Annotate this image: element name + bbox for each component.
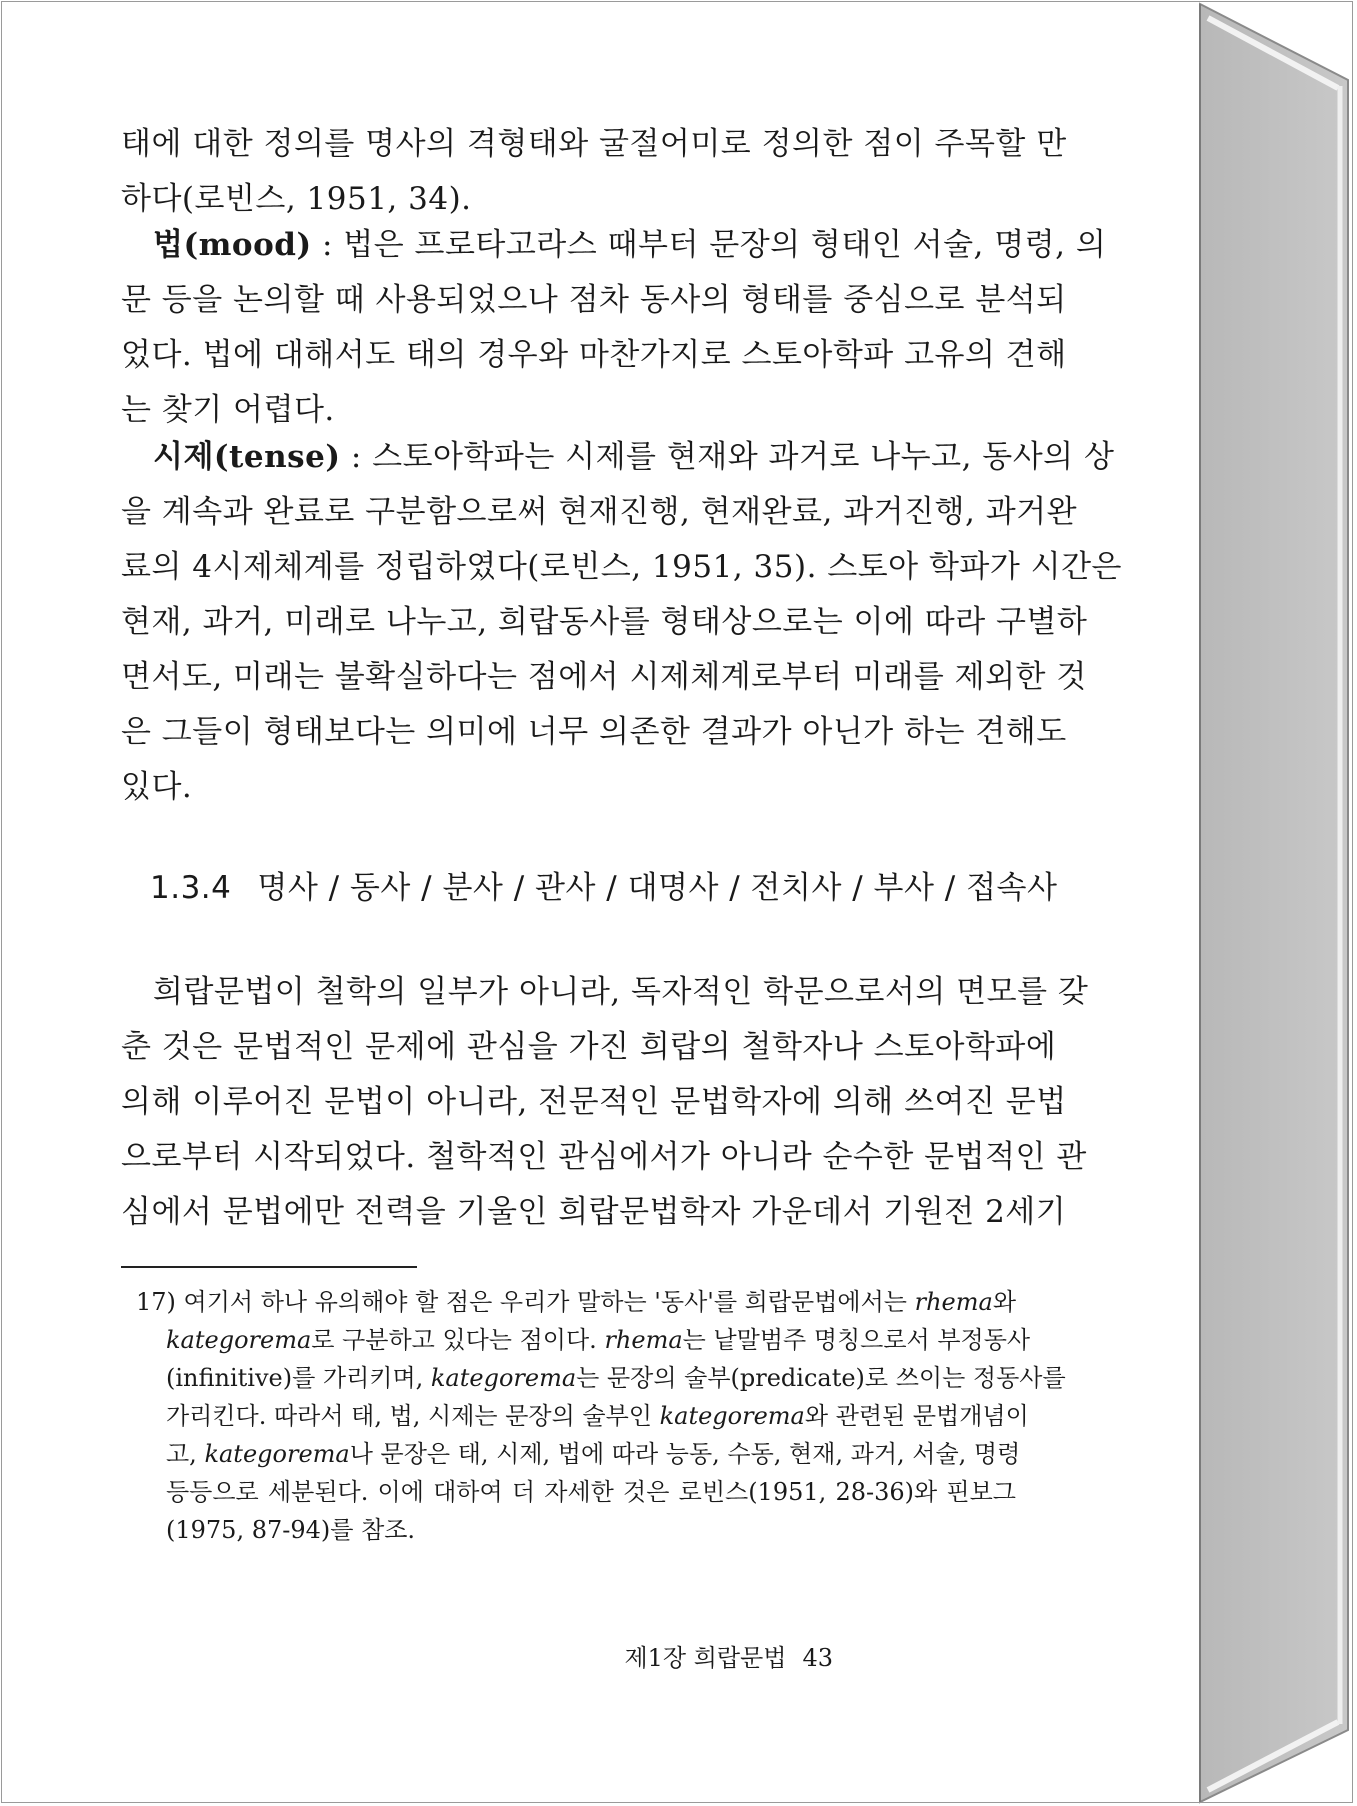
text-span: 는 문장의 술부(predicate)로 쓰이는 정동사를 <box>576 1364 1066 1392</box>
text-line <box>121 430 1115 485</box>
italic-term: rhema <box>604 1326 683 1354</box>
text-line: 태에 대한 정의를 명사의 격형태와 굴절어미로 정의한 점이 주목할 만 <box>121 126 1067 162</box>
term-tense: 시제(tense) <box>153 439 341 475</box>
text-line: 현재, 과거, 미래로 나누고, 희랍동사를 형태상으로는 이에 따라 구별하 <box>121 604 1088 640</box>
section-number: 1.3.4 <box>150 870 232 906</box>
text-line: 은 그들이 형태보다는 의미에 너무 의존한 결과가 아닌가 하는 견해도 <box>121 714 1067 750</box>
term-mood: 법(mood) <box>153 227 312 263</box>
text-span: 여기서 하나 유의해야 할 점은 우리가 말하는 '동사'를 희랍문법에서는 <box>175 1288 915 1316</box>
text-span: (infinitive)를 가리키며, <box>166 1364 431 1392</box>
text-span: : 스토아학파는 시제를 현재와 과거로 나누고, 동사의 상 <box>340 439 1115 475</box>
text-line: 료의 4시제체계를 정립하였다(로빈스, 1951, 35). 스토아 학파가 시간은 <box>121 549 1122 585</box>
text-line: 의해 이루어진 문법이 아니라, 전문적인 문법학자에 의해 쓰여진 문법 <box>121 1084 1067 1120</box>
text-line: 을 계속과 완료로 구분함으로써 현재진행, 현재완료, 과거진행, 과거완 <box>121 494 1078 530</box>
text-line: 있다. <box>121 769 193 805</box>
footnote-line <box>136 1359 1066 1397</box>
footnote-line: 등등으로 세분된다. 이에 대하여 더 자세한 것은 로빈스(1951, 28-36)와 핀보그 <box>166 1478 1016 1506</box>
text-span: : 법은 프로타고라스 때부터 문장의 형태인 서술, 명령, 의 <box>311 227 1107 263</box>
text-span: 고, <box>166 1440 205 1468</box>
text-line: 면서도, 미래는 불확실하다는 점에서 시제체계로부터 미래를 제외한 것 <box>121 659 1087 695</box>
text-line: 희랍문법이 철학의 일부가 아니라, 독자적인 학문으로서의 면모를 갖 <box>153 974 1089 1010</box>
text-span: 와 <box>992 1288 1016 1316</box>
text-span: 나 문장은 태, 시제, 법에 따라 능동, 수동, 현재, 과거, 서술, 명령 <box>349 1440 1021 1468</box>
footnote-divider <box>121 1266 417 1268</box>
page-footer <box>624 1638 833 1673</box>
text-line: 춘 것은 문법적인 문제에 관심을 가진 희랍의 철학자나 스토아학파에 <box>121 1029 1057 1065</box>
paragraph-tense <box>121 430 1122 815</box>
italic-term: kategorema <box>430 1364 577 1392</box>
section-title: 명사 / 동사 / 분사 / 관사 / 대명사 / 전치사 / 부사 / 접속사 <box>257 870 1058 906</box>
text-line: 는 찾기 어렵다. <box>121 392 335 428</box>
text-line: 으로부터 시작되었다. 철학적인 관심에서가 아니라 순수한 문법적인 관 <box>121 1139 1087 1175</box>
italic-term: kategorema <box>204 1440 350 1468</box>
italic-term: kategorema <box>659 1402 805 1430</box>
text-span: 와 관련된 문법개념이 <box>804 1402 1029 1430</box>
paragraph-voice-continuation <box>121 117 1067 227</box>
footnote-line <box>136 1397 1029 1435</box>
italic-term: kategorema <box>166 1326 312 1354</box>
text-line: 하다(로빈스, 1951, 34). <box>121 181 472 217</box>
page-number: 43 <box>802 1644 833 1672</box>
footnote-marker: 17) <box>136 1288 176 1316</box>
italic-term: rhema <box>914 1288 993 1316</box>
paragraph-mood <box>121 218 1107 438</box>
footnote-line: (1975, 87-94)를 참조. <box>166 1516 416 1544</box>
paragraph-greek-grammar <box>121 965 1089 1240</box>
footnote-line <box>136 1321 1031 1359</box>
text-span: 로 구분하고 있다는 점이다. <box>311 1326 605 1354</box>
running-footer: 제1장 희랍문법 <box>624 1644 787 1672</box>
text-line: 었다. 법에 대해서도 태의 경우와 마찬가지로 스토아학파 고유의 견해 <box>121 337 1067 373</box>
footnote-line <box>136 1283 1016 1321</box>
text-span: 는 낱말범주 명칭으로서 부정동사 <box>682 1326 1031 1354</box>
footnote-17 <box>136 1283 1066 1549</box>
footnote-line <box>136 1435 1021 1473</box>
text-line <box>121 218 1107 273</box>
section-heading <box>150 862 1057 907</box>
text-span: 가리킨다. 따라서 태, 법, 시제는 문장의 술부인 <box>166 1402 660 1430</box>
text-line: 심에서 문법에만 전력을 기울인 희랍문법학자 가운데서 기원전 2세기 <box>121 1194 1067 1230</box>
text-line: 문 등을 논의할 때 사용되었으나 점차 동사의 형태를 중심으로 분석되 <box>121 282 1067 318</box>
